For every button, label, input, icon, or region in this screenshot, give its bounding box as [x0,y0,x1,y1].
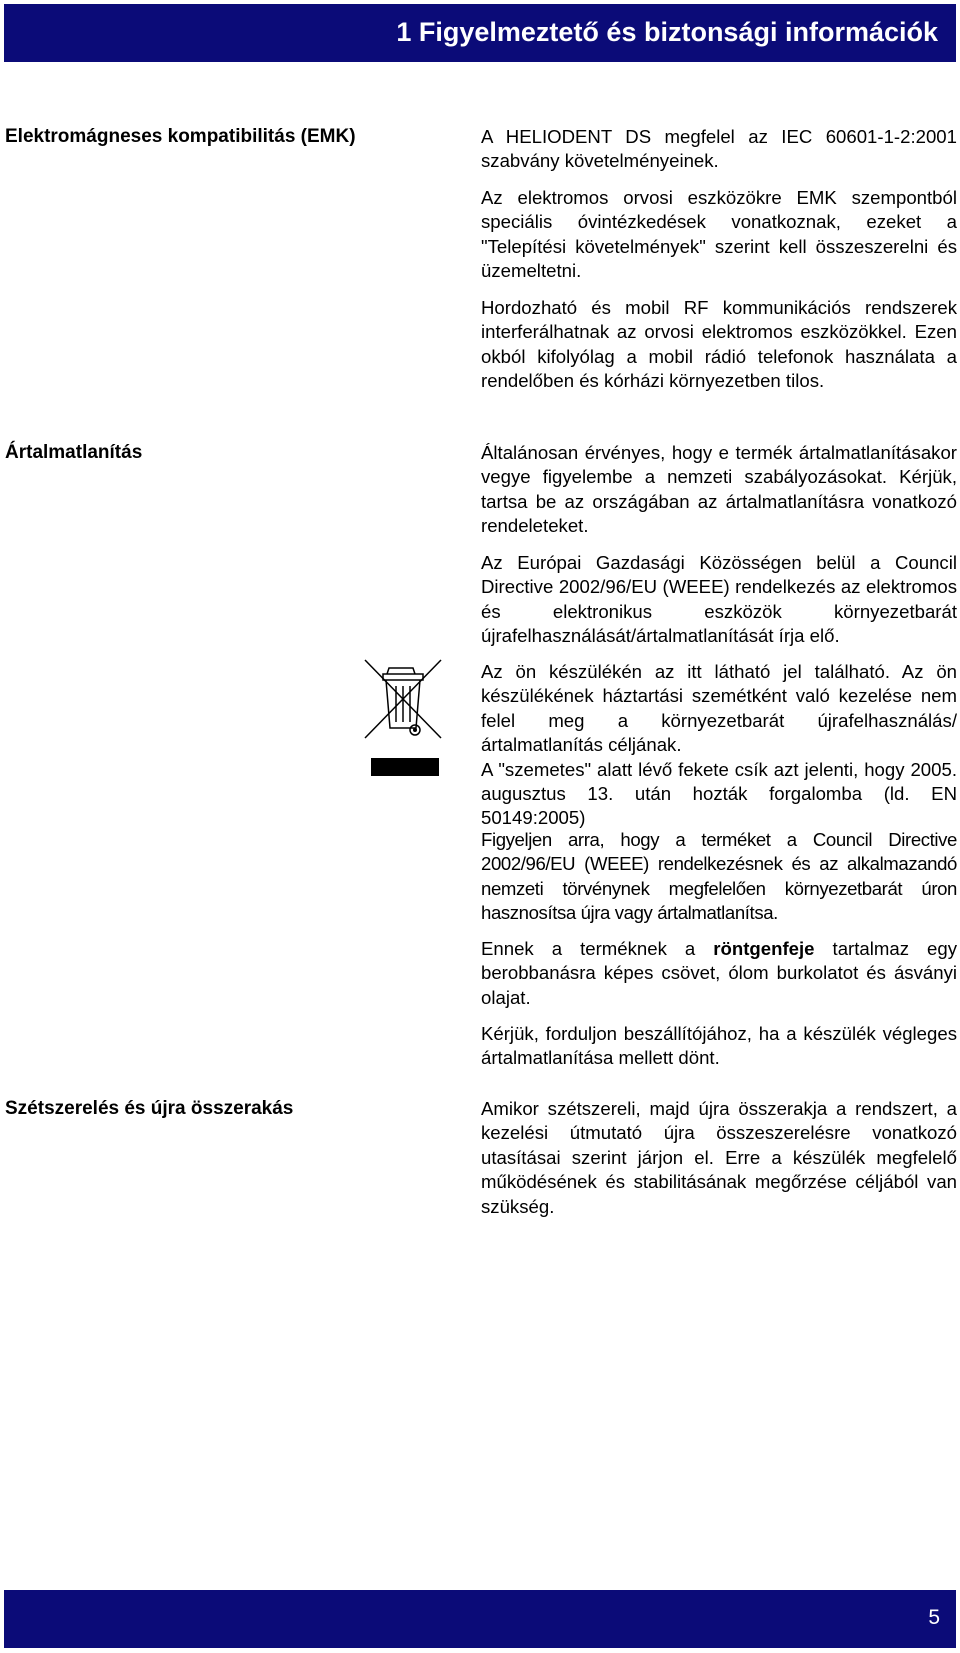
disposal-paragraph-5-text-start: Ennek a terméknek a [481,938,714,959]
disposal-paragraph-3a: Az ön készülékén az itt látható jel található. Az ön készülékének háztartási szemétként való kezelése nem felel meg a környezetbarát újrafelhasználás/ ártalmatlanítás céljának. [481,661,957,756]
disposal-paragraph-1: Általánosan érvényes, hogy e termék ártalmatlanításakor vegye figyelembe a nemzeti szabályozásokat. Kérjük, tartsa be az országában az ártalmatlanításra vonatkozó rendeleteket. [481,442,957,537]
section-label-disposal: Ártalmatlanítás [5,442,143,463]
emc-paragraph-1: A HELIODENT DS megfelel az IEC 60601-1-2:2001 szabvány követelményeinek. [481,126,957,172]
disposal-paragraph-3b: A "szemetes" alatt lévő fekete csík azt jelenti, hogy 2005. augusztus 13. után hozták forgalomba (ld. EN 50149:2005) [481,758,957,829]
emc-paragraph-2: Az elektromos orvosi eszközökre EMK szempontból speciális óvintézkedések vonatkoznak, ezeket a "Telepítési követelmények" szerint kell összeszerelni és üzemeltetni. [481,187,957,282]
disposal-paragraph-5 [481,937,957,1010]
disposal-paragraph-6: Kérjük, forduljon beszállítójához, ha a készülék végleges ártalmatlanítása mellett dönt. [481,1023,957,1069]
weee-bin-icon [363,658,447,778]
page-number: 5 [928,1606,940,1629]
disposal-paragraph-3 [481,660,957,831]
disposal-paragraph-4: Figyeljen arra, hogy a terméket a Council Directive 2002/96/EU (WEEE) rendelkezésnek és az alkalmazandó nemzeti törvénynek megfelelően környezetbarát úron hasznosítsa újra vagy ártalmatlanítsa. [481,829,957,924]
section-label-disassembly: Szétszerelés és újra összerakás [5,1098,294,1119]
emc-paragraph-3: Hordozható és mobil RF kommunikációs rendszerek interferálhatnak az orvosi elektromos eszközökkel. Ezen okból kifolyólag a mobil rádió telefonok használata a rendelőben és kórházi környezetben tilos. [481,297,957,392]
disassembly-paragraph-1: Amikor szétszereli, majd újra összerakja a rendszert, a kezelési útmutató újra összeszerelésre vonatkozó utasításai szerint járjon el. Erre a készülék megfelelő működésének és stabilitásának megőrzése céljából van szükség. [481,1098,957,1217]
disposal-paragraph-2: Az Európai Gazdasági Közösségen belül a Council Directive 2002/96/EU (WEEE) rendelkezés az elektromos és elektronikus eszközök környezetbarát újrafelhasználását/ártalmatlanítását írja elő. [481,552,957,647]
disposal-paragraph-5-text-end: tartalmaz egy berobbanásra képes csövet, ólom burkolatot és ásványi olajat. [481,938,958,1008]
xray-head-term: röntgenfeje [713,938,815,959]
footer-banner [4,1590,956,1648]
header-banner [4,4,956,62]
page-title: 1 Figyelmeztető és biztonsági információk [396,17,938,47]
section-label-emc: Elektromágneses kompatibilitás (EMK) [5,126,356,147]
